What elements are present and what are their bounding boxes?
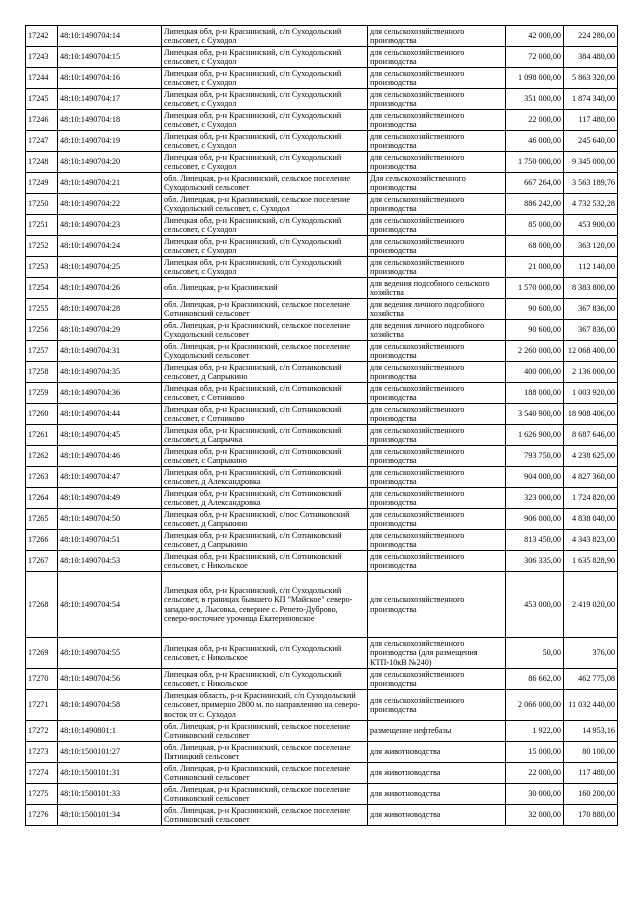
table-row (26, 173, 618, 194)
cadastral-number-cell: 48:10:1490704:58 (58, 690, 162, 721)
land-use-cell: для ведения подсобного сельского хозяйства (368, 278, 506, 299)
land-use-cell: для сельскохозяйственного производства (368, 194, 506, 215)
document-sheet (25, 25, 617, 826)
land-use-cell: для сельскохозяйственного производства (368, 509, 506, 530)
table-row (26, 551, 618, 572)
land-use-cell: для сельскохозяйственного производства (368, 530, 506, 551)
address-cell: Липецкая обл, р-н Краснинский, с/п Сотниковский сельсовет, д Сапрыкино (162, 362, 368, 383)
row-number-cell: 17256 (26, 320, 58, 341)
cadastral-number-cell: 48:10:1490704:36 (58, 383, 162, 404)
land-use-cell: для сельскохозяйственного производства (368, 551, 506, 572)
cadastral-value-cell: 8 383 800,00 (564, 278, 618, 299)
land-use-cell: для сельскохозяйственного производства (368, 446, 506, 467)
cadastral-number-cell: 48:10:1490704:25 (58, 257, 162, 278)
table-row (26, 805, 618, 826)
cadastral-value-cell: 224 280,00 (564, 26, 618, 47)
area-value-cell: 906 000,00 (506, 509, 564, 530)
cadastral-number-cell: 48:10:1490704:55 (58, 638, 162, 669)
table-row (26, 89, 618, 110)
area-value-cell: 667 264,00 (506, 173, 564, 194)
table-row (26, 784, 618, 805)
land-use-cell: для сельскохозяйственного производства (368, 362, 506, 383)
area-value-cell: 1 098 000,00 (506, 68, 564, 89)
cadastral-value-cell: 9 345 000,00 (564, 152, 618, 173)
cadastral-number-cell: 48:10:1490704:29 (58, 320, 162, 341)
land-use-cell: для сельскохозяйственного производства (368, 89, 506, 110)
area-value-cell: 351 000,00 (506, 89, 564, 110)
address-cell: Липецкая обл, р-н Краснинский, с/п Суходольский сельсовет, с Суходол (162, 236, 368, 257)
area-value-cell: 2 260 000,00 (506, 341, 564, 362)
cadastral-value-cell: 2 419 020,00 (564, 572, 618, 638)
area-value-cell: 1 626 900,00 (506, 425, 564, 446)
cadastral-value-cell: 367 836,00 (564, 320, 618, 341)
cadastral-number-cell: 48:10:1490704:23 (58, 215, 162, 236)
area-value-cell: 90 600,00 (506, 320, 564, 341)
table-row (26, 278, 618, 299)
address-cell: Липецкая обл, р-н Краснинский, с/п Сотниковский сельсовет, с Никольское (162, 551, 368, 572)
cadastral-number-cell: 48:10:1490704:18 (58, 110, 162, 131)
row-number-cell: 17271 (26, 690, 58, 721)
cadastral-number-cell: 48:10:1490704:49 (58, 488, 162, 509)
row-number-cell: 17248 (26, 152, 58, 173)
row-number-cell: 17275 (26, 784, 58, 805)
row-number-cell: 17245 (26, 89, 58, 110)
cadastral-number-cell: 48:10:1490704:51 (58, 530, 162, 551)
cadastral-value-cell: 4 838 040,00 (564, 509, 618, 530)
row-number-cell: 17244 (26, 68, 58, 89)
row-number-cell: 17266 (26, 530, 58, 551)
area-value-cell: 793 750,00 (506, 446, 564, 467)
cadastral-value-cell: 3 563 189,76 (564, 173, 618, 194)
table-row (26, 763, 618, 784)
row-number-cell: 17252 (26, 236, 58, 257)
land-use-cell: для ведения личного подсобного хозяйства (368, 299, 506, 320)
table-row (26, 530, 618, 551)
table-row (26, 257, 618, 278)
table-row (26, 446, 618, 467)
address-cell: Липецкая обл, р-н Краснинский, с/п Сотниковский сельсовет, с Сотниково (162, 383, 368, 404)
cadastral-number-cell: 48:10:1490704:44 (58, 404, 162, 425)
area-value-cell: 813 450,00 (506, 530, 564, 551)
table-row (26, 341, 618, 362)
cadastral-number-cell: 48:10:1490704:17 (58, 89, 162, 110)
land-use-cell: для животноводства (368, 742, 506, 763)
cadastral-number-cell: 48:10:1490704:56 (58, 669, 162, 690)
cadastral-table (25, 25, 618, 826)
address-cell: Липецкая обл, р-н Краснинский, с/п Суходольский сельсовет, с Никольское (162, 638, 368, 669)
table-row (26, 690, 618, 721)
cadastral-value-cell: 160 200,00 (564, 784, 618, 805)
address-cell: Липецкая обл, р-н Краснинский, с/п Суходольский сельсовет, в границах бывшего КП "Майское" северо-западнее д. Лысовка, севернее с. Репето-Дуброво, северо-восточнее урочища Екатериновское (162, 572, 368, 638)
cadastral-number-cell: 48:10:1500101:34 (58, 805, 162, 826)
land-use-cell: размещение нефтебазы (368, 721, 506, 742)
cadastral-value-cell: 5 863 320,00 (564, 68, 618, 89)
area-value-cell: 1 750 000,00 (506, 152, 564, 173)
row-number-cell: 17276 (26, 805, 58, 826)
land-use-cell: для сельскохозяйственного производства (368, 341, 506, 362)
row-number-cell: 17242 (26, 26, 58, 47)
cadastral-value-cell: 245 640,00 (564, 131, 618, 152)
land-use-cell: для сельскохозяйственного производства (368, 47, 506, 68)
address-cell: обл. Липецкая, р-н Краснинский, сельское поселение Сотниковский сельсовет (162, 299, 368, 320)
table-body (26, 26, 618, 826)
row-number-cell: 17246 (26, 110, 58, 131)
land-use-cell: для сельскохозяйственного производства (368, 690, 506, 721)
land-use-cell: для сельскохозяйственного производства (368, 572, 506, 638)
address-cell: обл. Липецкая, р-н Краснинский, сельское поселение Сотниковский сельсовет (162, 721, 368, 742)
area-value-cell: 188 000,00 (506, 383, 564, 404)
land-use-cell: для сельскохозяйственного производства (368, 68, 506, 89)
area-value-cell: 904 000,00 (506, 467, 564, 488)
table-row (26, 131, 618, 152)
cadastral-value-cell: 453 900,00 (564, 215, 618, 236)
land-use-cell: для животноводства (368, 784, 506, 805)
land-use-cell: для сельскохозяйственного производства (368, 467, 506, 488)
table-row (26, 215, 618, 236)
address-cell: Липецкая обл, р-н Краснинский, с/п Суходольский сельсовет, с Суходол (162, 110, 368, 131)
address-cell: Липецкая обл, р-н Краснинский, с/п Суходольский сельсовет, с Суходол (162, 47, 368, 68)
cadastral-value-cell: 117 480,00 (564, 763, 618, 784)
area-value-cell: 15 000,00 (506, 742, 564, 763)
cadastral-value-cell: 1 635 828,90 (564, 551, 618, 572)
cadastral-number-cell: 48:10:1490704:21 (58, 173, 162, 194)
area-value-cell: 886 242,00 (506, 194, 564, 215)
cadastral-value-cell: 1 874 340,00 (564, 89, 618, 110)
cadastral-value-cell: 18 908 406,00 (564, 404, 618, 425)
area-value-cell: 3 540 900,00 (506, 404, 564, 425)
table-row (26, 721, 618, 742)
address-cell: Липецкая обл, р-н Краснинский, с/п Суходольский сельсовет, с Суходол (162, 257, 368, 278)
table-row (26, 572, 618, 638)
table-row (26, 299, 618, 320)
cadastral-number-cell: 48:10:1490704:14 (58, 26, 162, 47)
cadastral-number-cell: 48:10:1490704:28 (58, 299, 162, 320)
cadastral-value-cell: 12 068 400,00 (564, 341, 618, 362)
cadastral-number-cell: 48:10:1490704:24 (58, 236, 162, 257)
cadastral-number-cell: 48:10:1490704:46 (58, 446, 162, 467)
land-use-cell: для ведения личного подсобного хозяйства (368, 320, 506, 341)
area-value-cell: 2 066 000,00 (506, 690, 564, 721)
row-number-cell: 17257 (26, 341, 58, 362)
row-number-cell: 17267 (26, 551, 58, 572)
land-use-cell: для животноводства (368, 763, 506, 784)
cadastral-value-cell: 80 100,00 (564, 742, 618, 763)
row-number-cell: 17253 (26, 257, 58, 278)
row-number-cell: 17258 (26, 362, 58, 383)
cadastral-number-cell: 48:10:1490704:53 (58, 551, 162, 572)
area-value-cell: 21 000,00 (506, 257, 564, 278)
table-row (26, 110, 618, 131)
cadastral-number-cell: 48:10:1490704:45 (58, 425, 162, 446)
table-row (26, 152, 618, 173)
address-cell: обл. Липецкая, р-н Краснинский, сельское поселение Суходольский сельсовет, с. Суходол (162, 194, 368, 215)
row-number-cell: 17251 (26, 215, 58, 236)
land-use-cell: для сельскохозяйственного производства (368, 669, 506, 690)
cadastral-value-cell: 462 775,08 (564, 669, 618, 690)
cadastral-number-cell: 48:10:1490704:31 (58, 341, 162, 362)
cadastral-value-cell: 112 140,00 (564, 257, 618, 278)
address-cell: Липецкая область, р-н Краснинский, с/п Суходольский сельсовет, примерно 2800 м. по направлению на северо-восток от с. Суходол (162, 690, 368, 721)
area-value-cell: 85 000,00 (506, 215, 564, 236)
cadastral-number-cell: 48:10:1490704:26 (58, 278, 162, 299)
address-cell: обл. Липецкая, р-н Краснинский, сельское поселение Сотниковский сельсовет (162, 805, 368, 826)
cadastral-number-cell: 48:10:1490704:16 (58, 68, 162, 89)
row-number-cell: 17261 (26, 425, 58, 446)
cadastral-value-cell: 363 120,00 (564, 236, 618, 257)
area-value-cell: 50,00 (506, 638, 564, 669)
address-cell: Липецкая обл, р-н Краснинский, с/п Суходольский сельсовет, с Суходол (162, 68, 368, 89)
address-cell: обл. Липецкая, р-н Краснинский, сельское поселение Суходольский сельсовет (162, 173, 368, 194)
row-number-cell: 17264 (26, 488, 58, 509)
area-value-cell: 86 662,00 (506, 669, 564, 690)
area-value-cell: 22 000,00 (506, 763, 564, 784)
area-value-cell: 46 000,00 (506, 131, 564, 152)
land-use-cell: для сельскохозяйственного производства (368, 215, 506, 236)
row-number-cell: 17272 (26, 721, 58, 742)
cadastral-value-cell: 4 343 823,00 (564, 530, 618, 551)
table-row (26, 68, 618, 89)
row-number-cell: 17255 (26, 299, 58, 320)
land-use-cell: для сельскохозяйственного производства (368, 404, 506, 425)
cadastral-value-cell: 11 032 440,00 (564, 690, 618, 721)
land-use-cell: для сельскохозяйственного производства (368, 110, 506, 131)
area-value-cell: 453 000,00 (506, 572, 564, 638)
area-value-cell: 68 000,00 (506, 236, 564, 257)
cadastral-value-cell: 4 732 532,28 (564, 194, 618, 215)
address-cell: Липецкая обл, р-н Краснинский, с/п Сотниковский сельсовет, д Александровка (162, 488, 368, 509)
table-row (26, 362, 618, 383)
cadastral-number-cell: 48:10:1490704:35 (58, 362, 162, 383)
cadastral-number-cell: 48:10:1490704:20 (58, 152, 162, 173)
table-row (26, 47, 618, 68)
area-value-cell: 22 000,00 (506, 110, 564, 131)
table-row (26, 669, 618, 690)
row-number-cell: 17268 (26, 572, 58, 638)
cadastral-number-cell: 48:10:1490704:54 (58, 572, 162, 638)
address-cell: Липецкая обл, р-н Краснинский, с/п Суходольский сельсовет, с Суходол (162, 131, 368, 152)
cadastral-value-cell: 1 003 920,00 (564, 383, 618, 404)
cadastral-number-cell: 48:10:1500101:31 (58, 763, 162, 784)
table-row (26, 404, 618, 425)
address-cell: Липецкая обл, р-н Краснинский, с/п Суходольский сельсовет, с Суходол (162, 152, 368, 173)
land-use-cell: для сельскохозяйственного производства (368, 152, 506, 173)
row-number-cell: 17243 (26, 47, 58, 68)
cadastral-value-cell: 117 480,00 (564, 110, 618, 131)
row-number-cell: 17273 (26, 742, 58, 763)
cadastral-number-cell: 48:10:1500101:33 (58, 784, 162, 805)
address-cell: Липецкая обл, р-н Краснинский, с/пос Сотниковский сельсовет, д Сапрыкино (162, 509, 368, 530)
address-cell: Липецкая обл, р-н Краснинский, с/п Сотниковский сельсовет, с Сапрыкино (162, 446, 368, 467)
table-row (26, 383, 618, 404)
row-number-cell: 17259 (26, 383, 58, 404)
area-value-cell: 1 570 000,00 (506, 278, 564, 299)
address-cell: Липецкая обл, р-н Краснинский, с/п Суходольский сельсовет, с Суходол (162, 215, 368, 236)
row-number-cell: 17260 (26, 404, 58, 425)
table-row (26, 638, 618, 669)
cadastral-value-cell: 4 827 360,00 (564, 467, 618, 488)
cadastral-number-cell: 48:10:1490801:1 (58, 721, 162, 742)
row-number-cell: 17249 (26, 173, 58, 194)
table-row (26, 236, 618, 257)
address-cell: обл. Липецкая, р-н Краснинский, сельское поселение Суходольский сельсовет (162, 341, 368, 362)
cadastral-number-cell: 48:10:1500101:27 (58, 742, 162, 763)
table-row (26, 194, 618, 215)
table-row (26, 425, 618, 446)
cadastral-value-cell: 4 238 625,00 (564, 446, 618, 467)
table-row (26, 488, 618, 509)
cadastral-number-cell: 48:10:1490704:50 (58, 509, 162, 530)
address-cell: обл. Липецкая, р-н Краснинский (162, 278, 368, 299)
cadastral-value-cell: 14 953,16 (564, 721, 618, 742)
address-cell: обл. Липецкая, р-н Краснинский, сельское поселение Сотниковский сельсовет (162, 763, 368, 784)
table-row (26, 26, 618, 47)
land-use-cell: для сельскохозяйственного производства (368, 26, 506, 47)
address-cell: Липецкая обл, р-н Краснинский, с/п Суходольский сельсовет, с Суходол (162, 89, 368, 110)
address-cell: Липецкая обл, р-н Краснинский, с/п Сотниковский сельсовет, с Сотниково (162, 404, 368, 425)
table-row (26, 320, 618, 341)
area-value-cell: 306 335,00 (506, 551, 564, 572)
row-number-cell: 17250 (26, 194, 58, 215)
land-use-cell: для сельскохозяйственного производства (368, 257, 506, 278)
land-use-cell: Для сельскохозяйственного производства (368, 173, 506, 194)
cadastral-number-cell: 48:10:1490704:19 (58, 131, 162, 152)
row-number-cell: 17270 (26, 669, 58, 690)
row-number-cell: 17262 (26, 446, 58, 467)
row-number-cell: 17274 (26, 763, 58, 784)
land-use-cell: для сельскохозяйственного производства (368, 236, 506, 257)
area-value-cell: 72 000,00 (506, 47, 564, 68)
land-use-cell: для сельскохозяйственного производства (368, 131, 506, 152)
cadastral-value-cell: 170 880,00 (564, 805, 618, 826)
land-use-cell: для животноводства (368, 805, 506, 826)
land-use-cell: для сельскохозяйственного производства (для размещения КТП-10кВ №240) (368, 638, 506, 669)
address-cell: Липецкая обл, р-н Краснинский, с/п Суходольский сельсовет, с Никольское (162, 669, 368, 690)
cadastral-value-cell: 384 480,00 (564, 47, 618, 68)
area-value-cell: 90 600,00 (506, 299, 564, 320)
cadastral-value-cell: 376,00 (564, 638, 618, 669)
area-value-cell: 42 000,00 (506, 26, 564, 47)
address-cell: Липецкая обл, р-н Краснинский, с/п Сотниковский сельсовет, д Сапрыкино (162, 530, 368, 551)
cadastral-value-cell: 1 724 820,00 (564, 488, 618, 509)
table-row (26, 467, 618, 488)
cadastral-number-cell: 48:10:1490704:15 (58, 47, 162, 68)
land-use-cell: для сельскохозяйственного производства (368, 425, 506, 446)
area-value-cell: 32 000,00 (506, 805, 564, 826)
address-cell: обл. Липецкая, р-н Краснинский, сельское поселение Суходольский сельсовет (162, 320, 368, 341)
cadastral-number-cell: 48:10:1490704:22 (58, 194, 162, 215)
table-row (26, 742, 618, 763)
address-cell: Липецкая обл, р-н Краснинский, с/п Сотниковский сельсовет, д Сапрычка (162, 425, 368, 446)
address-cell: обл. Липецкая, р-н Краснинский, сельское поселение Сотниковский сельсовет (162, 784, 368, 805)
land-use-cell: для сельскохозяйственного производства (368, 383, 506, 404)
cadastral-value-cell: 367 836,00 (564, 299, 618, 320)
area-value-cell: 323 000,00 (506, 488, 564, 509)
address-cell: Липецкая обл, р-н Краснинский, с/п Сотниковский сельсовет, д Александровка (162, 467, 368, 488)
row-number-cell: 17269 (26, 638, 58, 669)
area-value-cell: 400 000,00 (506, 362, 564, 383)
row-number-cell: 17263 (26, 467, 58, 488)
cadastral-value-cell: 8 687 646,00 (564, 425, 618, 446)
cadastral-number-cell: 48:10:1490704:47 (58, 467, 162, 488)
table-row (26, 509, 618, 530)
row-number-cell: 17254 (26, 278, 58, 299)
area-value-cell: 30 000,00 (506, 784, 564, 805)
address-cell: Липецкая обл, р-н Краснинский, с/п Суходольский сельсовет, с Суходол (162, 26, 368, 47)
row-number-cell: 17265 (26, 509, 58, 530)
cadastral-value-cell: 2 136 000,00 (564, 362, 618, 383)
address-cell: обл. Липецкая, р-н Краснинский, сельское поселение Пятницкий сельсовет (162, 742, 368, 763)
area-value-cell: 1 922,00 (506, 721, 564, 742)
land-use-cell: для сельскохозяйственного производства (368, 488, 506, 509)
row-number-cell: 17247 (26, 131, 58, 152)
